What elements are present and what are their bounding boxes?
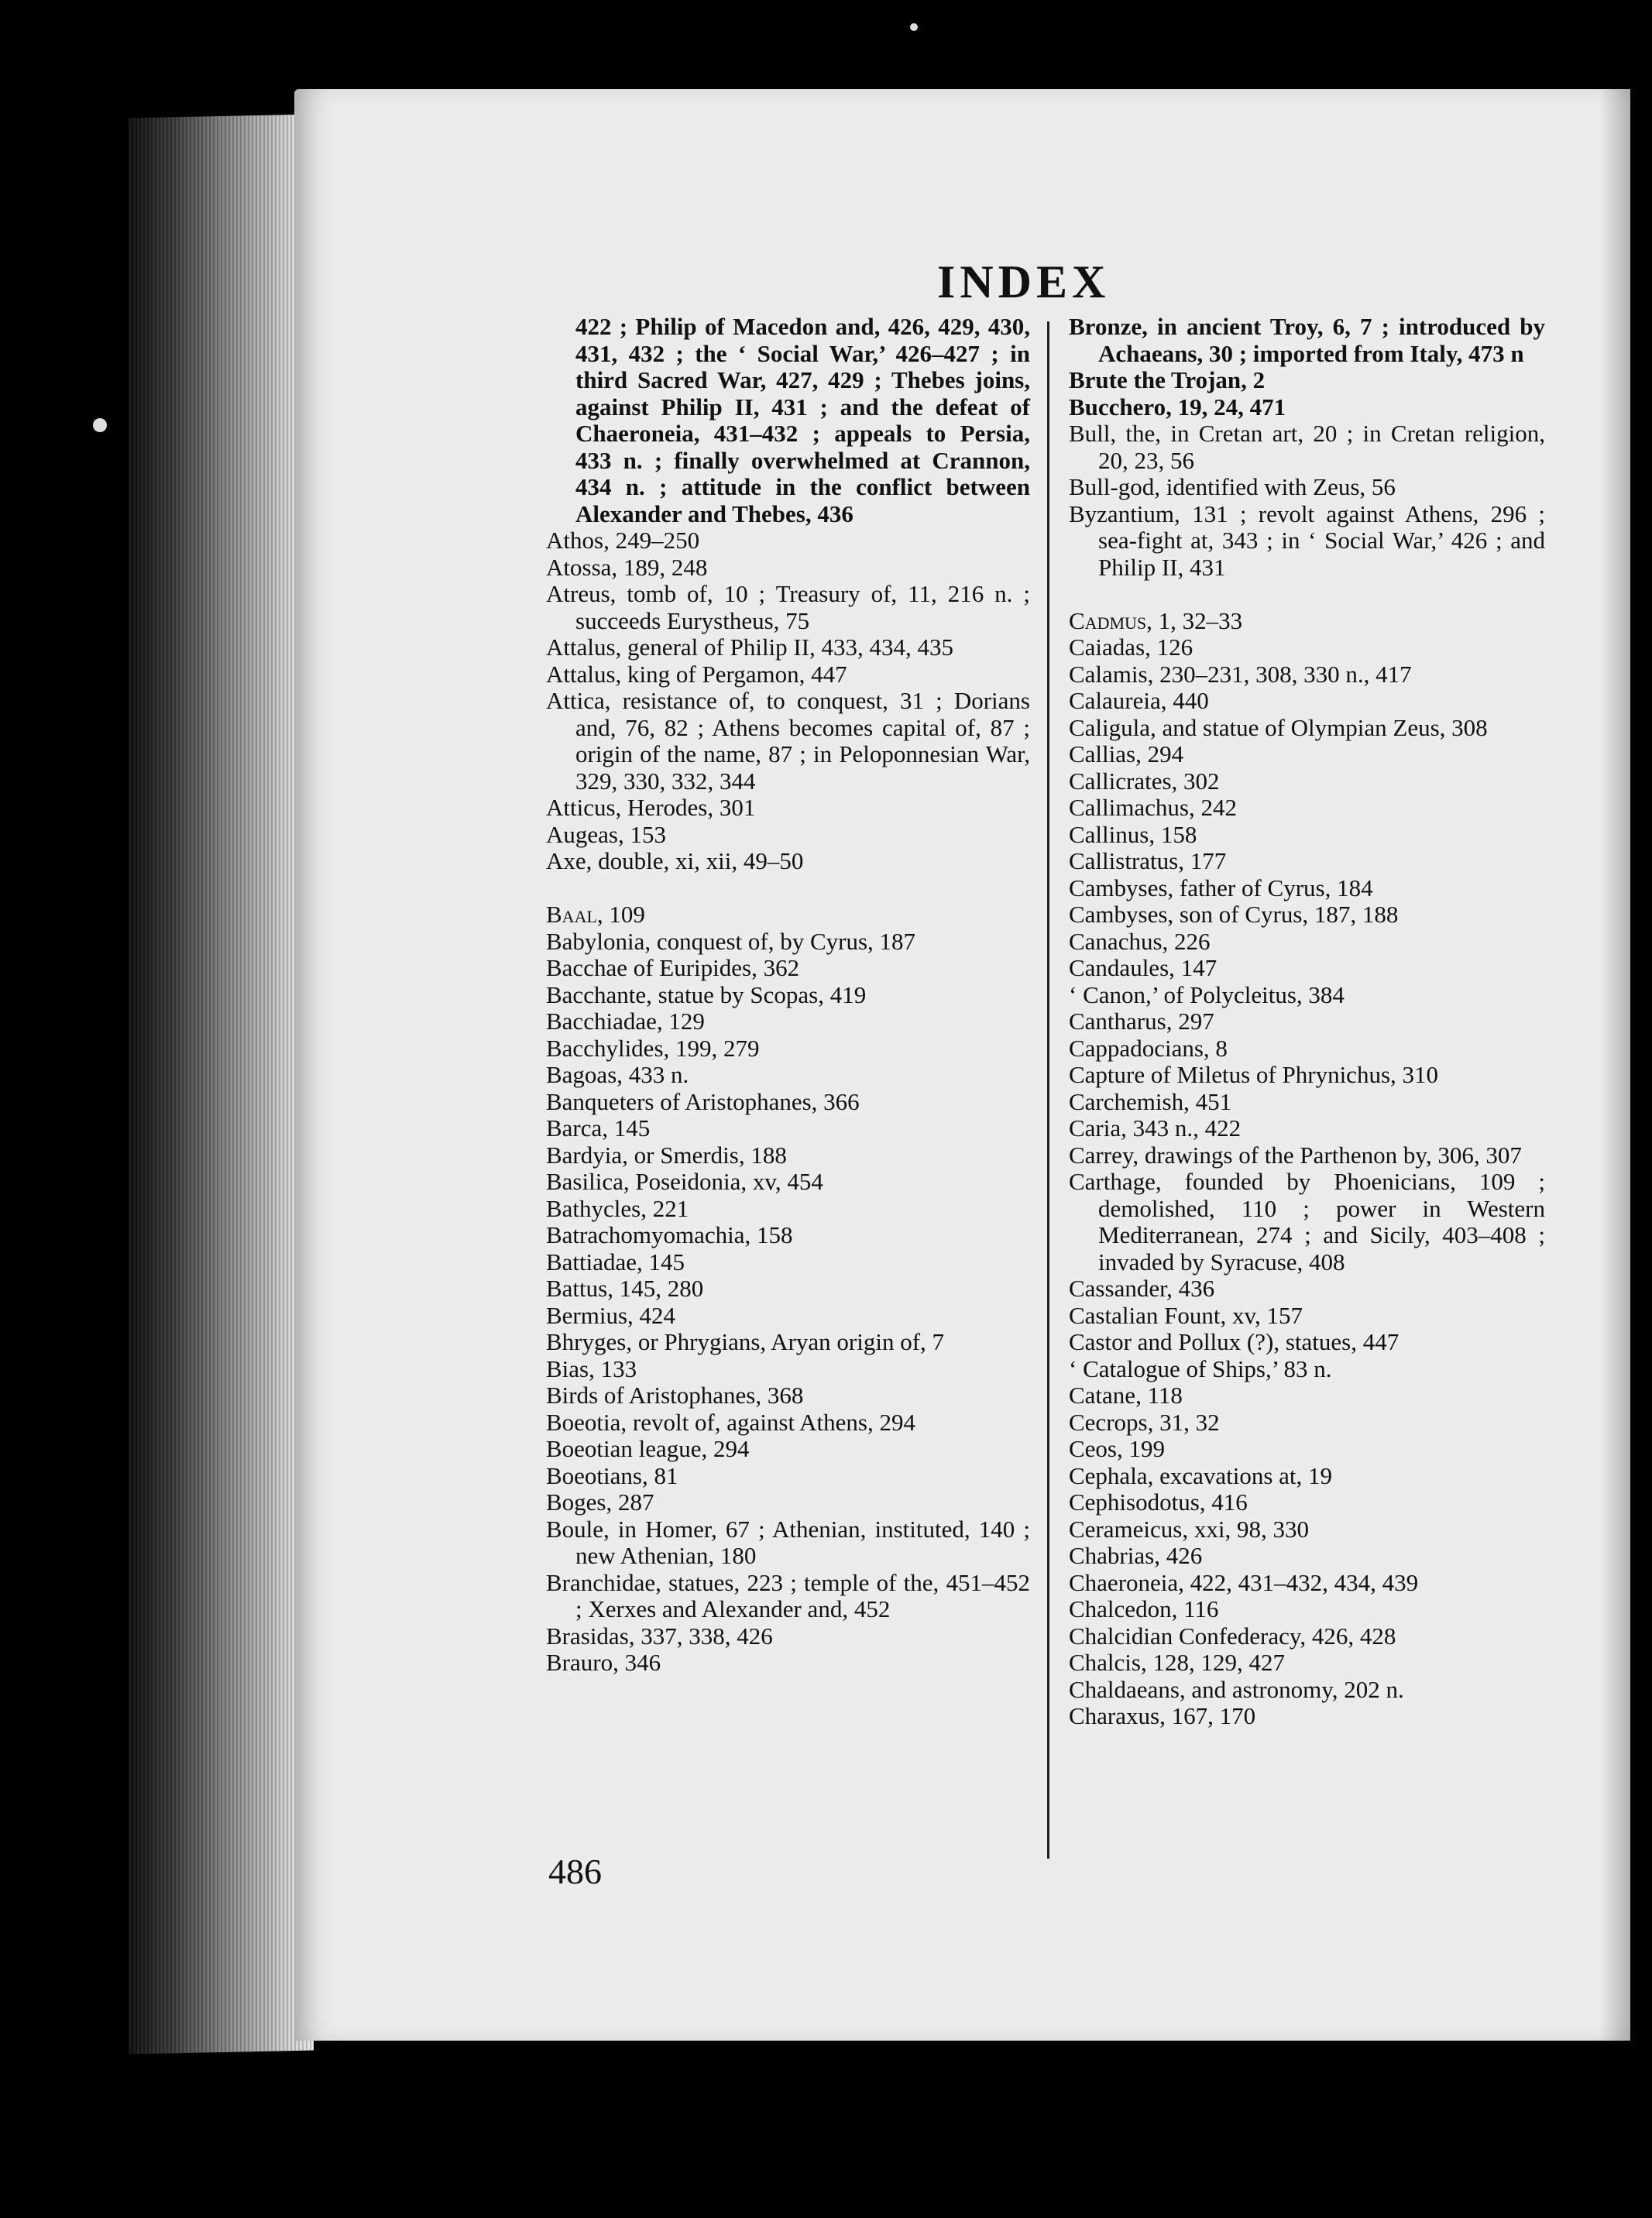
index-entry: Callicrates, 302 [1069, 767, 1220, 795]
index-entry: Bathycles, 221 [546, 1194, 689, 1222]
index-entry: Candaules, 147 [1069, 954, 1218, 981]
index-entry: Bacchante, statue by Scopas, 419 [546, 980, 867, 1008]
index-entry: Cephala, excavations at, 19 [1069, 1461, 1333, 1489]
index-entry: Bhryges, or Phrygians, Aryan origin of, 7 [546, 1328, 945, 1355]
index-entry: Bull-god, identified with Zeus, 56 [1069, 473, 1396, 500]
index-entry: Axe, double, xi, xii, 49–50 [546, 847, 804, 874]
index-entry: Caiadas, 126 [1069, 633, 1193, 661]
index-entry: Bardyia, or Smerdis, 188 [546, 1141, 787, 1169]
section-head-entry: Baal, 109 [546, 901, 645, 928]
index-entry: Caligula, and statue of Olympian Zeus, 308 [1069, 713, 1488, 741]
index-entry: Bacchae of Euripides, 362 [546, 954, 800, 981]
index-entry: Barca, 145 [546, 1114, 651, 1142]
index-entry: Catane, 118 [1069, 1382, 1183, 1409]
index-entry: Carrey, drawings of the Parthenon by, 306, 307 [1069, 1141, 1522, 1169]
index-entry: Boeotia, revolt of, against Athens, 294 [546, 1408, 915, 1436]
index-entry: Carchemish, 451 [1069, 1087, 1232, 1115]
index-entry: Bacchiadae, 129 [546, 1008, 705, 1035]
index-entry: Bacchylides, 199, 279 [546, 1034, 760, 1062]
index-entry: Chalcis, 128, 129, 427 [1069, 1649, 1285, 1676]
index-entry: Bucchero, 19, 24, 471 [1069, 393, 1286, 421]
index-entry: Battus, 145, 280 [546, 1275, 704, 1302]
index-entry: ‘ Canon,’ of Polycleitus, 384 [1069, 980, 1345, 1008]
index-entry: Cantharus, 297 [1069, 1008, 1214, 1035]
index-entry: Battiadae, 145 [546, 1248, 685, 1276]
index-entry: Capture of Miletus of Phrynichus, 310 [1069, 1061, 1439, 1088]
index-entry: Calaureia, 440 [1069, 687, 1209, 714]
index-entry: Attica, resistance of, to conquest, 31 ; Dorians and, 76, 82 ; Athens becomes capital of, 87 ; origin of the name, 87 ; in Peloponnesian War, 329, 330, 332, 344 [546, 687, 1030, 795]
index-entry: Augeas, 153 [546, 820, 666, 848]
index-entry: Calamis, 230–231, 308, 330 n., 417 [1069, 660, 1412, 688]
column-rule [1047, 321, 1049, 1859]
index-entry: Birds of Aristophanes, 368 [546, 1382, 804, 1409]
index-entry: Cephisodotus, 416 [1069, 1488, 1248, 1516]
dust-speck [93, 418, 107, 432]
index-entry: Bermius, 424 [546, 1301, 676, 1329]
index-entry: Chabrias, 426 [1069, 1542, 1203, 1569]
index-entry: 422 ; Philip of Macedon and, 426, 429, 430, 431, 432 ; the ‘ Social War,’ 426–427 ; in third Sacred War, 427, 429 ; Thebes joins, against Philip II, 431 ; and the defeat of Chaeroneia, 431–432 ; appeals to Persia, 433 n. ; finally overwhelmed at Crannon, 434 n. ; attitude in the conflict between Alexander and Thebes, 436 [575, 313, 1030, 527]
index-entry: Chaeroneia, 422, 431–432, 434, 439 [1069, 1568, 1419, 1596]
index-entry: Basilica, Poseidonia, xv, 454 [546, 1168, 823, 1195]
page-title: INDEX [937, 256, 1111, 307]
index-entry: Callinus, 158 [1069, 820, 1197, 848]
index-entry: Brute the Trojan, 2 [1069, 366, 1266, 393]
index-entry: Castalian Fount, xv, 157 [1069, 1301, 1303, 1329]
index-entry: Charaxus, 167, 170 [1069, 1702, 1256, 1729]
index-entry: Cambyses, son of Cyrus, 187, 188 [1069, 901, 1399, 928]
index-entry: Caria, 343 n., 422 [1069, 1114, 1242, 1142]
index-entry: Babylonia, conquest of, by Cyrus, 187 [546, 927, 916, 955]
index-entry: Canachus, 226 [1069, 927, 1211, 955]
index-entry: ‘ Catalogue of Ships,’ 83 n. [1069, 1354, 1332, 1382]
index-entry: Bias, 133 [546, 1354, 637, 1382]
index-entry: Callistratus, 177 [1069, 847, 1227, 874]
index-entry: Byzantium, 131 ; revolt against Athens, 296 ; sea-fight at, 343 ; in ‘ Social War,’ 426 ; and Philip II, 431 [1069, 500, 1545, 581]
index-entry: Attalus, general of Philip II, 433, 434, 435 [546, 633, 954, 661]
section-head-word: Cadmus [1069, 606, 1147, 634]
index-entry: Chalcidian Confederacy, 426, 428 [1069, 1622, 1396, 1650]
section-head-entry: Cadmus, 1, 32–33 [1069, 606, 1243, 634]
index-entry: Athos, 249–250 [546, 527, 700, 554]
index-entry: Boule, in Homer, 67 ; Athenian, instituted, 140 ; new Athenian, 180 [546, 1515, 1030, 1569]
index-column-left [546, 314, 1030, 1677]
index-entry: Atreus, tomb of, 10 ; Treasury of, 11, 216 n. ; succeeds Eurystheus, 75 [546, 580, 1030, 634]
page-block-edge [128, 114, 314, 2054]
page-shadow [1599, 89, 1630, 2041]
index-entry: Branchidae, statues, 223 ; temple of the, 451–452 ; Xerxes and Alexander and, 452 [546, 1568, 1030, 1622]
index-entry: Brauro, 346 [546, 1649, 661, 1676]
dust-speck [910, 23, 918, 31]
index-entry: Brasidas, 337, 338, 426 [546, 1622, 773, 1650]
index-entry: Castor and Pollux (?), statues, 447 [1069, 1328, 1400, 1355]
section-gap [546, 875, 1030, 902]
index-entry: Atossa, 189, 248 [546, 553, 708, 581]
index-entry: Carthage, founded by Phoenicians, 109 ; demolished, 110 ; power in Western Mediterranean, 274 ; and Sicily, 403–408 ; invaded by Syracuse, 408 [1069, 1168, 1545, 1276]
index-entry: Atticus, Herodes, 301 [546, 794, 756, 821]
index-entry: Boges, 287 [546, 1488, 654, 1516]
index-entry: Batrachomyomachia, 158 [546, 1221, 793, 1248]
section-head-word: Baal [546, 901, 597, 928]
index-entry: Ceos, 199 [1069, 1435, 1165, 1462]
index-column-right [1069, 314, 1545, 1730]
index-entry: Bronze, in ancient Troy, 6, 7 ; introduced by Achaeans, 30 ; imported from Italy, 473 n [1069, 313, 1545, 367]
index-entry: Cambyses, father of Cyrus, 184 [1069, 874, 1373, 901]
index-entry: Cappadocians, 8 [1069, 1034, 1228, 1062]
index-entry: Attalus, king of Pergamon, 447 [546, 660, 847, 688]
section-gap [1069, 581, 1545, 608]
index-entry: Bagoas, 433 n. [546, 1061, 689, 1088]
index-entry: Boeotians, 81 [546, 1461, 678, 1489]
index-entry: Cassander, 436 [1069, 1275, 1215, 1302]
index-entry: Banqueters of Aristophanes, 366 [546, 1087, 860, 1115]
index-entry: Callimachus, 242 [1069, 794, 1237, 821]
index-entry: Boeotian league, 294 [546, 1435, 750, 1462]
index-entry: Chalcedon, 116 [1069, 1595, 1219, 1622]
index-entry: Chaldaeans, and astronomy, 202 n. [1069, 1675, 1404, 1703]
index-entry: Bull, the, in Cretan art, 20 ; in Cretan religion, 20, 23, 56 [1069, 420, 1545, 474]
index-entry: Callias, 294 [1069, 740, 1184, 767]
page-number: 486 [548, 1852, 602, 1891]
index-entry: Cerameicus, xxi, 98, 330 [1069, 1515, 1309, 1543]
index-entry: Cecrops, 31, 32 [1069, 1408, 1220, 1436]
